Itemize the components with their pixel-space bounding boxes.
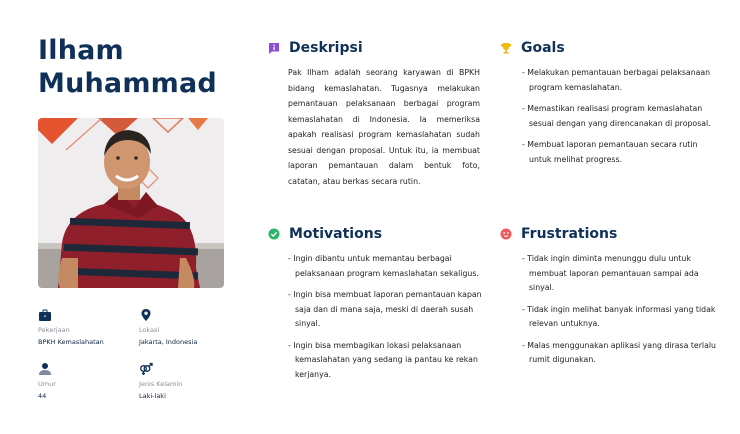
section-header [500, 224, 722, 244]
section-header [268, 224, 490, 244]
persona-name [38, 34, 217, 100]
section-title: Goals [521, 40, 565, 56]
section-title: Motivations [289, 226, 383, 242]
section-title: Frustrations [521, 226, 618, 242]
info-label: Jenis Kelamin [139, 380, 183, 388]
persona-photo [38, 118, 224, 288]
list-item: - Tidak ingin melihat banyak informasi yang tidak relevan untuknya. [522, 303, 722, 332]
list-item: - Memastikan realisasi program kemaslahatan sesuai dengan yang direncanakan di proposal. [522, 102, 722, 131]
info-label: Umur [38, 380, 56, 388]
list-item: - Melakukan pemantauan berbagai pelaksanaan program kemaslahatan. [522, 66, 722, 95]
list-item: - Ingin bisa membagikan lokasi pelaksanaan kemaslahatan yang sedang ia pantau ke rekan kerjanya. [288, 339, 490, 383]
info-value: Jakarta, Indonesia [139, 338, 198, 346]
persona-first-name: Ilham [38, 35, 124, 66]
info-label: Lokasi [139, 326, 160, 334]
section-deskripsi [268, 38, 480, 189]
briefcase-icon [38, 308, 52, 322]
info-value: BPKH Kemaslahatan [38, 338, 104, 346]
section-frustrations [500, 224, 722, 375]
frustrations-list [500, 252, 722, 368]
list-item: - Membuat laporan pemantauan secara rutin untuk melihat progress. [522, 138, 722, 167]
info-lokasi [139, 308, 197, 348]
trophy-icon [500, 42, 512, 54]
section-header [500, 38, 722, 58]
location-pin-icon [139, 308, 153, 322]
motivations-list [268, 252, 490, 382]
list-item: - Tidak ingin diminta menunggu dulu untuk membuat laporan pemantauan sampai ada sinyal. [522, 252, 722, 296]
sad-face-icon [500, 228, 512, 240]
gender-icon [139, 362, 153, 376]
section-goals [500, 38, 722, 174]
list-item: - Ingin bisa membuat laporan pemantauan kapan saja dan di mana saja, meski di daerah susah sinyal. [288, 288, 490, 332]
list-item: - Malas menggunakan aplikasi yang dirasa terlalu rumit digunakan. [522, 339, 722, 368]
description-text: Pak Ilham adalah seorang karyawan di BPKH bidang kemaslahatan. Tugasnya melakukan pemantauan pelaksanaan berbagai program kemaslahatan di Indonesia. Ia memeriksa apakah realisasi program kemaslahatan sudah sesuai dengan proposal. Untuk itu, ia membuat laporan pemantauan dalam bentuk foto, catatan, atau berkas secara rutin. [288, 68, 480, 186]
info-label: Pekerjaan [38, 326, 70, 334]
info-value: Laki-laki [139, 392, 166, 400]
info-pekerjaan [38, 308, 104, 348]
person-icon [38, 362, 52, 376]
goals-list [500, 66, 722, 167]
list-item: - Ingin dibantu untuk memantau berbagai pelaksanaan program kemaslahatan sekaligus. [288, 252, 490, 281]
persona-last-name: Muhammad [38, 68, 217, 99]
section-header [268, 38, 480, 58]
check-circle-icon [268, 228, 280, 240]
info-jenis-kelamin [139, 362, 182, 402]
section-motivations [268, 224, 490, 389]
info-umur [38, 362, 56, 402]
info-value: 44 [38, 392, 47, 400]
info-icon [268, 42, 280, 54]
section-title: Deskripsi [289, 40, 363, 56]
